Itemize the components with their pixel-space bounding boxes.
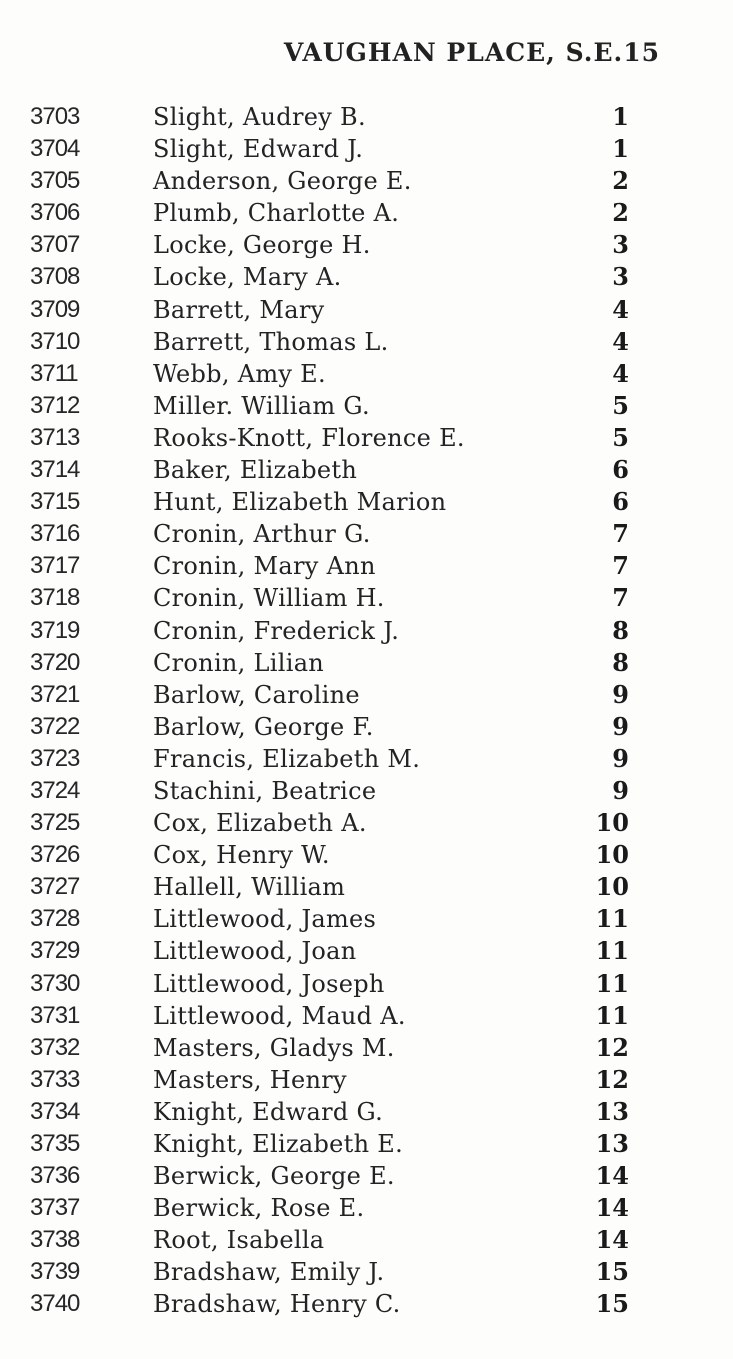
house-number: 11 <box>595 936 629 966</box>
list-item <box>0 582 733 614</box>
elector-name: Barlow, Caroline <box>153 680 360 709</box>
elector-number: 3727 <box>30 873 80 901</box>
elector-number: 3708 <box>30 263 80 291</box>
house-number: 13 <box>595 1129 629 1158</box>
house-number: 10 <box>595 808 629 838</box>
house-number: 9 <box>612 679 629 709</box>
list-item <box>0 711 733 743</box>
house-number: 9 <box>612 743 629 773</box>
elector-name: Plumb, Charlotte A. <box>153 199 400 228</box>
elector-name: Locke, George H. <box>153 231 371 260</box>
elector-number: 3739 <box>30 1258 80 1286</box>
list-item <box>0 390 733 422</box>
list-item <box>0 261 733 293</box>
house-number: 5 <box>612 422 629 452</box>
house-number: 11 <box>595 904 629 934</box>
house-number: 11 <box>595 1000 629 1030</box>
elector-number: 3706 <box>30 199 80 227</box>
list-item <box>0 518 733 550</box>
elector-number: 3703 <box>30 103 80 130</box>
elector-number: 3732 <box>30 1033 80 1061</box>
elector-number: 3713 <box>30 423 80 451</box>
house-number: 6 <box>612 455 629 485</box>
list-item <box>0 1160 733 1192</box>
elector-name: Cox, Elizabeth A. <box>153 809 367 838</box>
elector-number: 3705 <box>30 167 80 195</box>
elector-number: 3718 <box>30 584 80 612</box>
list-item <box>0 1256 733 1288</box>
house-number: 4 <box>612 358 629 388</box>
elector-name: Cronin, Frederick J. <box>153 616 400 645</box>
elector-name: Slight, Edward J. <box>153 135 364 164</box>
house-number: 12 <box>595 1064 629 1094</box>
elector-name: Rooks-Knott, Florence E. <box>153 423 465 452</box>
house-number: 12 <box>595 1032 629 1062</box>
elector-name: Littlewood, Joseph <box>153 969 385 998</box>
list-item <box>0 968 733 1000</box>
elector-name: Masters, Gladys M. <box>153 1033 395 1062</box>
house-number: 14 <box>595 1161 629 1191</box>
house-number: 1 <box>612 102 629 131</box>
house-number: 7 <box>612 583 629 613</box>
elector-number: 3722 <box>30 712 80 740</box>
house-number: 10 <box>595 840 629 870</box>
list-item <box>0 647 733 679</box>
elector-number: 3716 <box>30 520 80 548</box>
elector-number: 3730 <box>30 969 80 997</box>
elector-number: 3704 <box>30 135 80 163</box>
elector-number: 3707 <box>30 231 80 259</box>
house-number: 15 <box>595 1289 629 1319</box>
list-item <box>0 454 733 486</box>
house-number: 4 <box>612 326 629 356</box>
elector-name: Miller. William G. <box>153 391 370 420</box>
house-number: 9 <box>612 775 629 805</box>
elector-name: Barrett, Mary <box>153 295 325 324</box>
elector-number: 3711 <box>30 359 78 387</box>
elector-name: Bradshaw, Henry C. <box>153 1290 401 1319</box>
elector-name: Root, Isabella <box>153 1226 325 1255</box>
elector-number: 3736 <box>30 1162 80 1190</box>
house-number: 6 <box>612 487 629 517</box>
house-number: 14 <box>595 1193 629 1223</box>
elector-number: 3710 <box>30 327 80 355</box>
list-item <box>0 839 733 871</box>
elector-name: Cox, Henry W. <box>153 841 330 870</box>
house-number: 2 <box>612 166 629 196</box>
elector-number: 3740 <box>30 1290 80 1318</box>
house-number: 7 <box>612 551 629 581</box>
elector-name: Masters, Henry <box>153 1065 347 1094</box>
house-number: 3 <box>612 262 629 292</box>
elector-name: Baker, Elizabeth <box>153 456 358 485</box>
list-item <box>0 1000 733 1032</box>
list-item <box>0 807 733 839</box>
house-number: 7 <box>612 519 629 549</box>
elector-number: 3720 <box>30 648 80 676</box>
elector-name: Francis, Elizabeth M. <box>153 744 421 773</box>
elector-name: Cronin, William H. <box>153 584 385 613</box>
elector-number: 3724 <box>30 776 80 804</box>
list-item <box>0 1224 733 1256</box>
list-item <box>0 422 733 454</box>
elector-name: Slight, Audrey B. <box>153 103 366 131</box>
elector-name: Littlewood, Joan <box>153 937 357 966</box>
house-number: 15 <box>595 1257 629 1287</box>
list-item <box>0 743 733 775</box>
elector-number: 3714 <box>30 456 80 484</box>
list-item <box>0 871 733 903</box>
house-number: 4 <box>612 294 629 324</box>
list-item <box>0 197 733 229</box>
house-number: 8 <box>612 647 629 677</box>
elector-number: 3717 <box>30 552 80 580</box>
list-item <box>0 615 733 647</box>
list-item <box>0 101 733 133</box>
list-item <box>0 1032 733 1064</box>
list-item <box>0 1128 733 1160</box>
list-item <box>0 358 733 390</box>
elector-number: 3719 <box>30 616 80 644</box>
elector-name: Cronin, Lilian <box>153 648 325 677</box>
elector-number: 3726 <box>30 841 80 869</box>
elector-name: Berwick, Rose E. <box>153 1194 365 1223</box>
list-item <box>0 775 733 807</box>
house-number: 5 <box>612 390 629 420</box>
list-item <box>0 1064 733 1096</box>
elector-name: Littlewood, James <box>153 905 377 934</box>
house-number: 14 <box>595 1225 629 1255</box>
elector-number: 3729 <box>30 937 80 965</box>
list-item <box>0 1288 733 1320</box>
elector-list <box>0 101 733 1321</box>
list-item <box>0 326 733 358</box>
house-number: 2 <box>612 198 629 228</box>
elector-number: 3723 <box>30 744 80 772</box>
list-item <box>0 1192 733 1224</box>
elector-name: Cronin, Mary Ann <box>153 552 376 581</box>
list-item <box>0 679 733 711</box>
street-heading: VAUGHAN PLACE, S.E.15 <box>283 38 660 67</box>
list-item <box>0 486 733 518</box>
elector-name: Cronin, Arthur G. <box>153 520 371 549</box>
list-item <box>0 229 733 261</box>
elector-name: Locke, Mary A. <box>153 263 342 292</box>
elector-name: Berwick, George E. <box>153 1162 395 1191</box>
elector-number: 3735 <box>30 1130 80 1157</box>
elector-number: 3715 <box>30 488 80 516</box>
elector-number: 3721 <box>30 680 80 708</box>
elector-number: 3738 <box>30 1226 80 1254</box>
elector-name: Anderson, George E. <box>153 167 412 196</box>
list-item <box>0 935 733 967</box>
elector-number: 3737 <box>30 1194 80 1222</box>
house-number: 11 <box>595 968 629 998</box>
elector-number: 3709 <box>30 295 80 323</box>
elector-name: Webb, Amy E. <box>153 359 326 388</box>
elector-number: 3712 <box>30 391 80 419</box>
house-number: 9 <box>612 711 629 741</box>
elector-name: Knight, Edward G. <box>153 1097 384 1126</box>
elector-name: Barrett, Thomas L. <box>153 327 389 356</box>
house-number: 13 <box>595 1096 629 1126</box>
list-item <box>0 550 733 582</box>
elector-name: Hallell, William <box>153 873 346 902</box>
house-number: 10 <box>595 872 629 902</box>
elector-name: Barlow, George F. <box>153 712 374 741</box>
elector-number: 3731 <box>30 1001 80 1029</box>
elector-name: Knight, Elizabeth E. <box>153 1130 404 1158</box>
elector-number: 3725 <box>30 809 80 837</box>
elector-name: Hunt, Elizabeth Marion <box>153 488 447 517</box>
list-item <box>0 294 733 326</box>
house-number: 1 <box>612 134 629 164</box>
list-item <box>0 1096 733 1128</box>
list-item <box>0 165 733 197</box>
elector-name: Littlewood, Maud A. <box>153 1001 406 1030</box>
house-number: 3 <box>612 230 629 260</box>
list-item <box>0 133 733 165</box>
house-number: 8 <box>612 615 629 645</box>
list-item <box>0 903 733 935</box>
elector-number: 3728 <box>30 905 80 933</box>
elector-name: Stachini, Beatrice <box>153 776 377 805</box>
elector-number: 3734 <box>30 1097 80 1125</box>
elector-name: Bradshaw, Emily J. <box>153 1258 385 1287</box>
elector-number: 3733 <box>30 1065 80 1093</box>
